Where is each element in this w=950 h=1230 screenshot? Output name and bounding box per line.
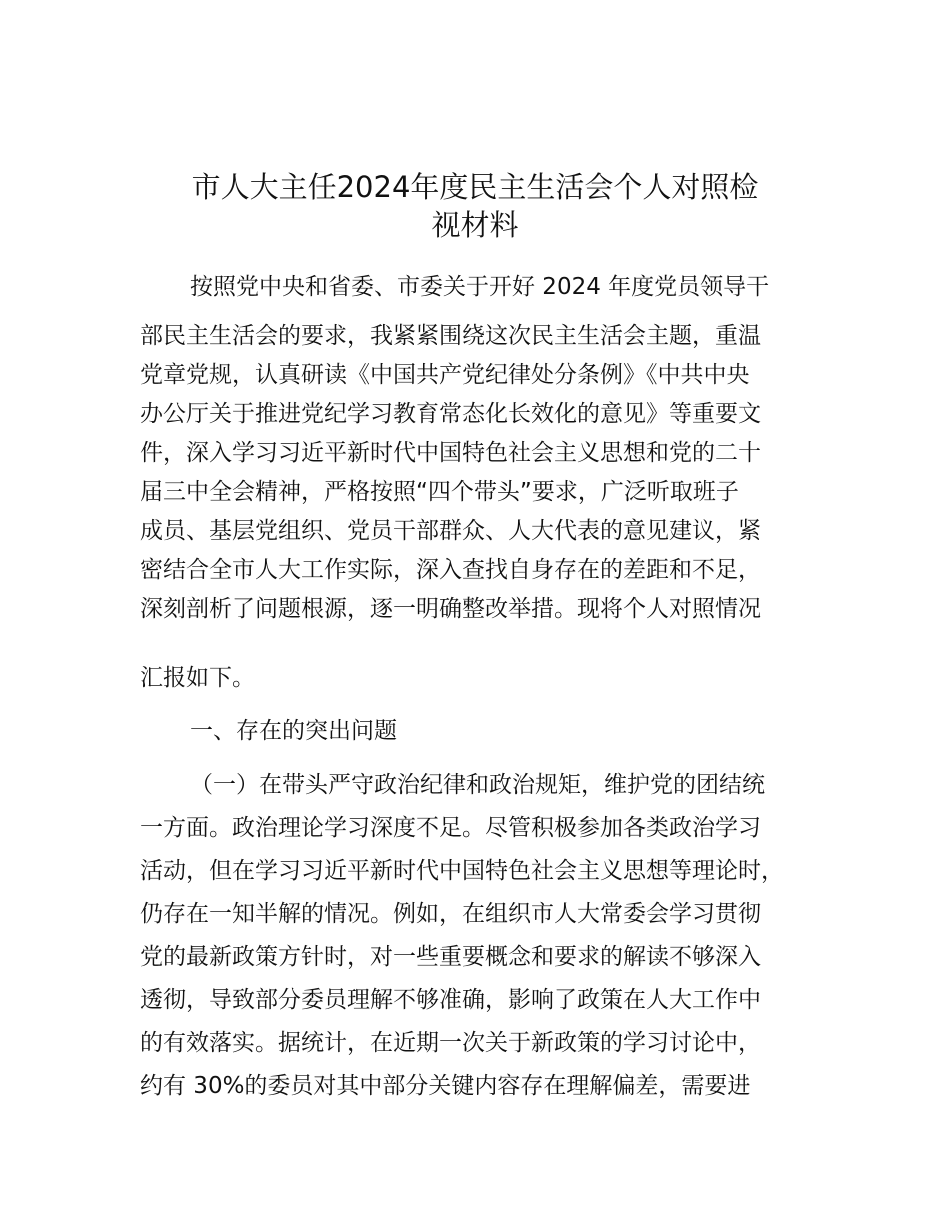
section-line: 一方面。政治理论学习深度不足。尽管积极参加各类政治学习 <box>140 815 761 841</box>
section-line: 透彻，导致部分委员理解不够准确，影响了政策在人大工作中 <box>140 987 761 1013</box>
title-line-2: 视材料 <box>431 208 519 242</box>
section-line: 约有 30%的委员对其中部分关键内容存在理解偏差，需要进 <box>140 1073 751 1099</box>
section-line: 的有效落实。据统计，在近期一次关于新政策的学习讨论中， <box>140 1030 761 1056</box>
intro-line: 按照党中央和省委、市委关于开好 2024 年度党员领导干 <box>190 274 770 300</box>
section-heading: 一、存在的突出问题 <box>190 718 397 744</box>
intro-line: 届三中全会精神，严格按照“四个带头”要求，广泛听取班子 <box>140 479 739 505</box>
intro-line: 部民主生活会的要求，我紧紧围绕这次民主生活会主题，重温 <box>140 323 761 349</box>
intro-line: 党章党规，认真研读《中国共产党纪律处分条例》《中共中央 <box>140 362 750 388</box>
intro-line: 办公厅关于推进党纪学习教育常态化长效化的意见》等重要文 <box>140 401 761 427</box>
title-line-1: 市人大主任2024年度民主生活会个人对照检 <box>191 170 759 204</box>
intro-line: 汇报如下。 <box>140 665 255 691</box>
document-title <box>140 168 810 244</box>
section-line: 仍存在一知半解的情况。例如，在组织市人大常委会学习贯彻 <box>140 901 761 927</box>
section-line: 党的最新政策方针时，对一些重要概念和要求的解读不够深入 <box>140 944 761 970</box>
section-line: （一）在带头严守政治纪律和政治规矩，维护党的团结统 <box>190 772 765 798</box>
section-line: 活动，但在学习习近平新时代中国特色社会主义思想等理论时， <box>140 858 784 884</box>
intro-line: 件，深入学习习近平新时代中国特色社会主义思想和党的二十 <box>140 440 761 466</box>
intro-line: 深刻剖析了问题根源，逐一明确整改举措。现将个人对照情况 <box>140 596 761 622</box>
intro-line: 成员、基层党组织、党员干部群众、人大代表的意见建议，紧 <box>140 518 761 544</box>
intro-line: 密结合全市人大工作实际，深入查找自身存在的差距和不足， <box>140 557 761 583</box>
